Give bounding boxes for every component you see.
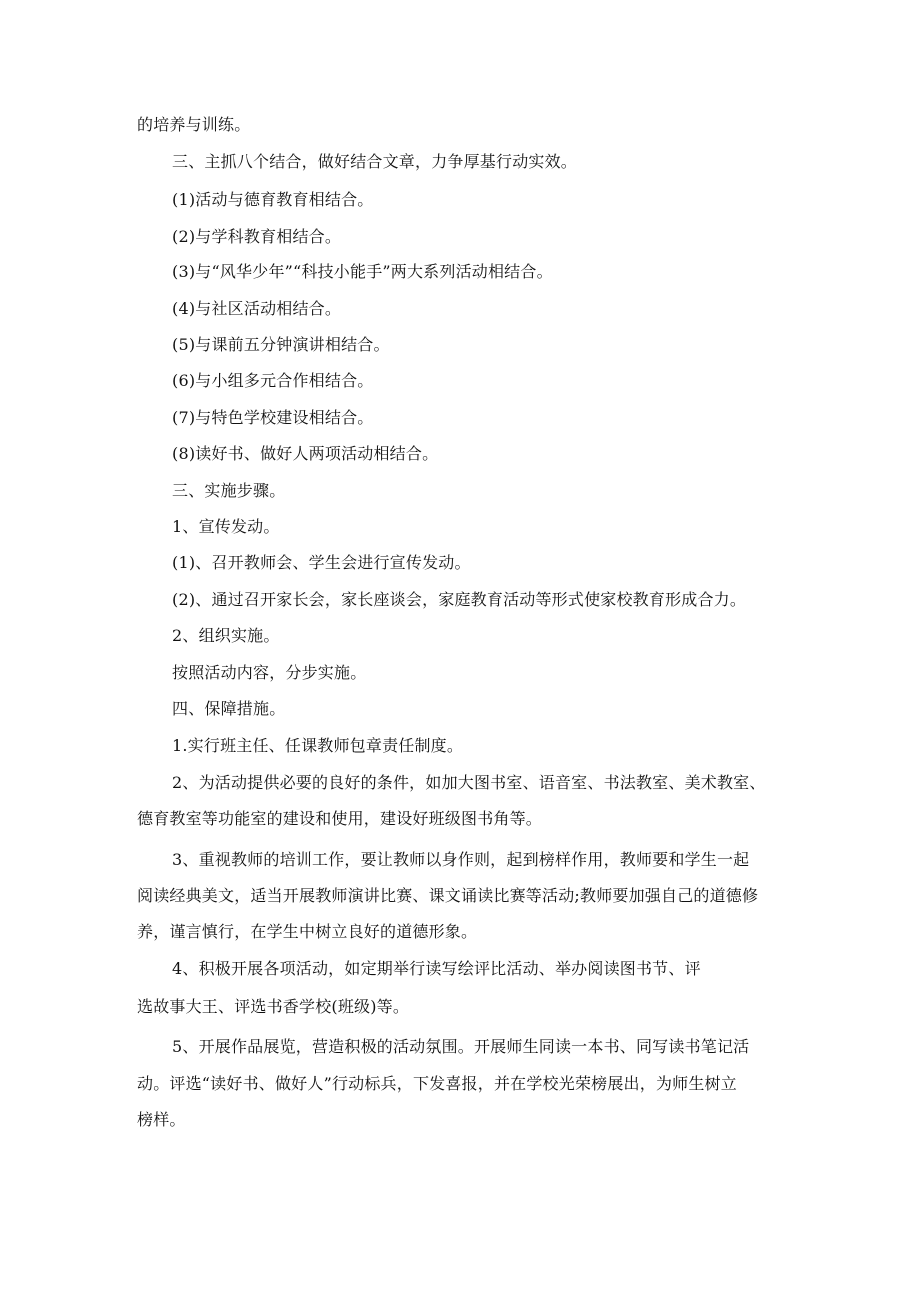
section-heading: 三、主抓八个结合，做好结合文章，力争厚基行动实效。 bbox=[172, 152, 578, 171]
list-item: (8)读好书、做好人两项活动相结合。 bbox=[172, 444, 439, 463]
paragraph-line: 2、为活动提供必要的良好的条件，如加大图书室、语音室、书法教室、美术教室、 bbox=[172, 773, 766, 792]
list-item: (1)活动与德育教育相结合。 bbox=[172, 190, 374, 209]
section-heading: 三、实施步骤。 bbox=[172, 481, 286, 500]
list-item: (4)与社区活动相结合。 bbox=[172, 299, 342, 318]
list-item: (1)、召开教师会、学生会进行宣传发动。 bbox=[172, 553, 471, 572]
section-heading: 四、保障措施。 bbox=[172, 699, 286, 718]
paragraph-line: 动。评选“读好书、做好人”行动标兵，下发喜报，并在学校光荣榜展出，为师生树立 bbox=[137, 1074, 737, 1093]
paragraph-line: 选故事大王、评选书香学校(班级)等。 bbox=[137, 997, 410, 1016]
paragraph-line: 养，谨言慎行，在学生中树立良好的道德形象。 bbox=[137, 922, 478, 941]
paragraph-line: 3、重视教师的培训工作，要让教师以身作则，起到榜样作用，教师要和学生一起 bbox=[172, 850, 750, 869]
text-line: 的培养与训练。 bbox=[137, 115, 251, 134]
list-item: 1.实行班主任、任课教师包章责任制度。 bbox=[172, 736, 464, 755]
list-item: (2)、通过召开家长会，家长座谈会，家庭教育活动等形式使家校教育形成合力。 bbox=[172, 590, 747, 609]
paragraph-line: 榜样。 bbox=[137, 1110, 186, 1129]
paragraph-line: 德育教室等功能室的建设和使用，建设好班级图书角等。 bbox=[137, 809, 543, 828]
list-item: (7)与特色学校建设相结合。 bbox=[172, 408, 374, 427]
paragraph-line: 4、积极开展各项活动，如定期举行读写绘评比活动、举办阅读图书节、评 bbox=[172, 959, 701, 978]
list-item: (2)与学科教育相结合。 bbox=[172, 227, 342, 246]
list-item: (6)与小组多元合作相结合。 bbox=[172, 371, 374, 390]
paragraph-line: 5、开展作品展览，营造积极的活动氛围。开展师生同读一本书、同写读书笔记活 bbox=[172, 1037, 750, 1056]
list-item: (5)与课前五分钟演讲相结合。 bbox=[172, 335, 390, 354]
subsection-heading: 1、宣传发动。 bbox=[172, 517, 280, 536]
paragraph-line: 阅读经典美文，适当开展教师演讲比赛、课文诵读比赛等活动;教师要加强自己的道德修 bbox=[137, 886, 759, 905]
list-item: (3)与“风华少年”“科技小能手”两大系列活动相结合。 bbox=[172, 262, 553, 281]
subsection-heading: 2、组织实施。 bbox=[172, 626, 280, 645]
text-line: 按照活动内容，分步实施。 bbox=[172, 663, 367, 682]
